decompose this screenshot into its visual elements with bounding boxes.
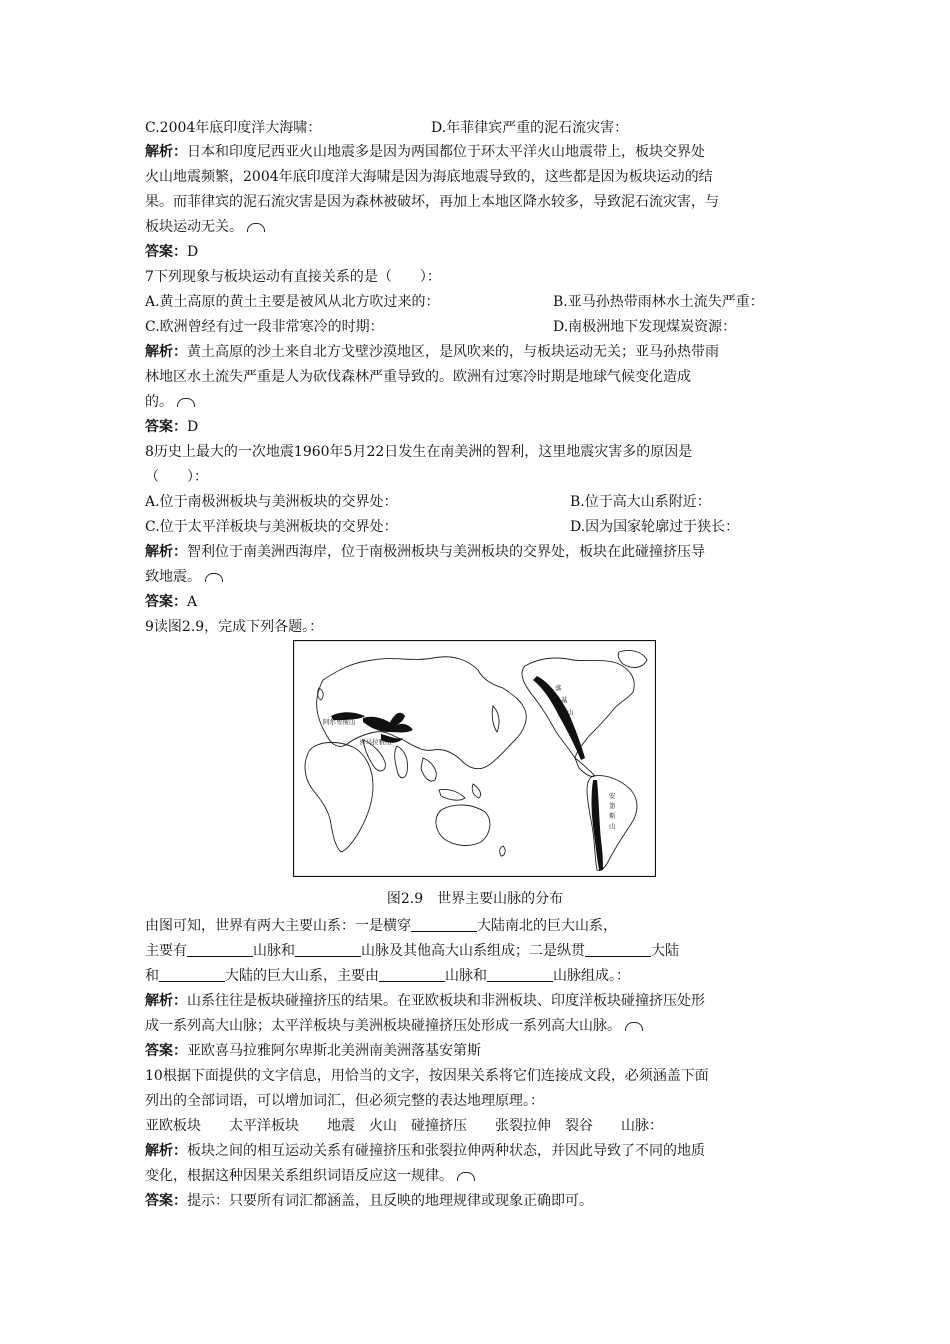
q7-answer — [145, 415, 198, 439]
return-mark-icon — [205, 573, 223, 582]
map-label-rocky-2: 基 — [561, 696, 568, 704]
blank-line — [379, 967, 445, 982]
answer-label: 答案： — [145, 594, 187, 610]
analysis-text: 山系往往是板块碰撞挤压的结果。在亚欧板块和非洲板块、印度洋板块碰撞挤压处形 — [187, 993, 705, 1009]
fill-text: 山脉和 — [253, 943, 295, 959]
q6-analysis-1 — [145, 140, 705, 164]
fill-text: 大陆的巨大山系，主要由 — [225, 968, 379, 984]
q8-option-d: D.因为国家轮廓过于狭长： — [570, 519, 740, 535]
fill-text: 山脉及其他高大山系组成；二是纵贯 — [361, 943, 585, 959]
analysis-text: 智利位于南美洲西海岸，位于南极洲板块与美洲板块的交界处，板块在此碰撞挤压导 — [187, 544, 705, 560]
q7-option-d: D.南极洲地下发现煤炭资源： — [553, 319, 737, 335]
q8-option-a: A.位于南极洲板块与美洲板块的交界处： — [145, 494, 398, 510]
fill-text: 山脉组成。： — [553, 968, 630, 984]
q8-analysis-2 — [145, 565, 223, 589]
q7-analysis-3 — [145, 390, 195, 414]
q6-answer — [145, 240, 198, 264]
answer-value: D — [187, 244, 199, 260]
map-label-alps: 阿尔卑斯山 — [323, 718, 356, 726]
q10-stem-2: 列出的全部词语，可以增加词汇，但必须完整的表达地理原理。： — [145, 1093, 544, 1109]
return-mark-icon — [625, 1022, 643, 1031]
analysis-label: 解析： — [145, 544, 187, 560]
q8-option-c: C.位于太平洋板块与美洲板块的交界处： — [145, 519, 398, 535]
map-label-andes-2: 第 — [609, 802, 616, 810]
q9-analysis-1 — [145, 989, 705, 1013]
return-mark-icon — [177, 398, 195, 407]
analysis-text: 致地震。 — [145, 569, 201, 585]
q6-option-d: D.年菲律宾严重的泥石流灾害： — [431, 120, 629, 136]
q6-analysis-4 — [145, 215, 265, 239]
q10-analysis-2 — [145, 1164, 475, 1188]
blank-line — [411, 917, 477, 932]
q6-analysis-3: 果。而菲律宾的泥石流灾害是因为森林被破坏，再加上本地区降水较多，导致泥石流灾害，与 — [145, 194, 719, 210]
return-mark-icon — [457, 1172, 475, 1181]
answer-value: 提示：只要所有词汇都涵盖，且反映的地理规律或现象正确即可。 — [187, 1193, 593, 1209]
q8-option-b: B.位于高大山系附近： — [570, 494, 711, 510]
figure-caption: 图2.9 世界主要山脉的分布 — [386, 891, 564, 907]
analysis-label: 解析： — [145, 1143, 187, 1159]
world-mountains-map — [293, 640, 656, 877]
fill-text: 由图可知，世界有两大主要山系：一是横穿 — [145, 918, 411, 934]
analysis-text: 日本和印度尼西亚火山地震多是因为两国都位于环太平洋火山地震带上，板块交界处 — [187, 144, 705, 160]
fill-text: 大陆南北的巨大山系， — [477, 918, 617, 934]
blank-line — [159, 967, 225, 982]
q9-fill-1 — [145, 914, 617, 938]
q8-answer — [145, 590, 197, 614]
blank-line — [585, 942, 651, 957]
analysis-text: 变化，根据这种因果关系组织词语反应这一规律。 — [145, 1168, 453, 1184]
q10-answer — [145, 1189, 593, 1213]
q9-answer — [145, 1039, 481, 1063]
fill-text: 和 — [145, 968, 159, 984]
answer-label: 答案： — [145, 244, 187, 260]
answer-label: 答案： — [145, 1043, 187, 1059]
fill-text: 大陆 — [651, 943, 679, 959]
q7-analysis-1 — [145, 340, 719, 364]
analysis-label: 解析： — [145, 144, 187, 160]
analysis-text: 成一系列高大山脉；太平洋板块与美洲板块碰撞挤压处形成一系列高大山脉。 — [145, 1018, 621, 1034]
analysis-text: 黄土高原的沙土来自北方戈壁沙漠地区，是风吹来的，与板块运动无关；亚马孙热带雨 — [187, 344, 719, 360]
map-label-himalaya: 喜马拉雅山 — [359, 738, 392, 746]
map-label-rocky-3: 山 — [567, 708, 574, 716]
q9-fill-2 — [145, 939, 679, 963]
answer-label: 答案： — [145, 1193, 187, 1209]
analysis-text: 板块之间的相互运动关系有碰撞挤压和张裂拉伸两种状态，并因此导致了不同的地质 — [187, 1143, 705, 1159]
answer-value: A — [187, 594, 198, 610]
q10-words: 亚欧板块 太平洋板块 地震 火山 碰撞挤压 张裂拉伸 裂谷 山脉： — [145, 1118, 663, 1134]
q9-stem: 9读图2.9，完成下列各题。： — [145, 619, 324, 635]
analysis-text: 板块运动无关。 — [145, 219, 243, 235]
fill-text: 主要有 — [145, 943, 187, 959]
q8-stem-2: （ ）： — [145, 469, 208, 485]
q6-analysis-2: 火山地震频繁，2004年底印度洋大海啸是因为海底地震导致的，这些都是因为板块运动的结 — [145, 169, 713, 185]
blank-line — [187, 942, 253, 957]
q10-stem-1: 10根据下面提供的文字信息，用恰当的文字，按因果关系将它们连接成文段，必须涵盖下面 — [145, 1068, 709, 1084]
answer-value: 亚欧喜马拉雅阿尔卑斯北美洲南美洲落基安第斯 — [187, 1043, 481, 1059]
q9-fill-3 — [145, 964, 630, 988]
q7-option-a: A.黄土高原的黄土主要是被风从北方吹过来的： — [145, 294, 440, 310]
q7-option-b: B.亚马孙热带雨林水土流失严重： — [553, 294, 764, 310]
answer-label: 答案： — [145, 419, 187, 435]
map-label-rocky-1: 落 — [555, 684, 562, 692]
blank-line — [487, 967, 553, 982]
map-label-andes-1: 安 — [609, 792, 616, 800]
q7-stem: 7下列现象与板块运动有直接关系的是（ ）： — [145, 269, 441, 285]
q6-option-c: C.2004年底印度洋大海啸： — [145, 120, 322, 136]
q7-analysis-2: 林地区水土流失严重是人为砍伐森林严重导致的。欧洲有过寒冷时期是地球气候变化造成 — [145, 369, 691, 385]
analysis-label: 解析： — [145, 993, 187, 1009]
map-label-andes-4: 山 — [609, 822, 616, 830]
analysis-text: 的。 — [145, 394, 173, 410]
q10-analysis-1 — [145, 1139, 705, 1163]
blank-line — [295, 942, 361, 957]
map-label-andes-3: 斯 — [609, 812, 616, 820]
fill-text: 山脉和 — [445, 968, 487, 984]
analysis-label: 解析： — [145, 344, 187, 360]
answer-value: D — [187, 419, 199, 435]
return-mark-icon — [247, 223, 265, 232]
q9-analysis-2 — [145, 1014, 643, 1038]
q8-analysis-1 — [145, 540, 705, 564]
q8-stem-1: 8历史上最大的一次地震1960年5月22日发生在南美洲的智利，这里地震灾害多的原因是 — [145, 444, 693, 460]
q7-option-c: C.欧洲曾经有过一段非常寒冷的时期： — [145, 319, 384, 335]
